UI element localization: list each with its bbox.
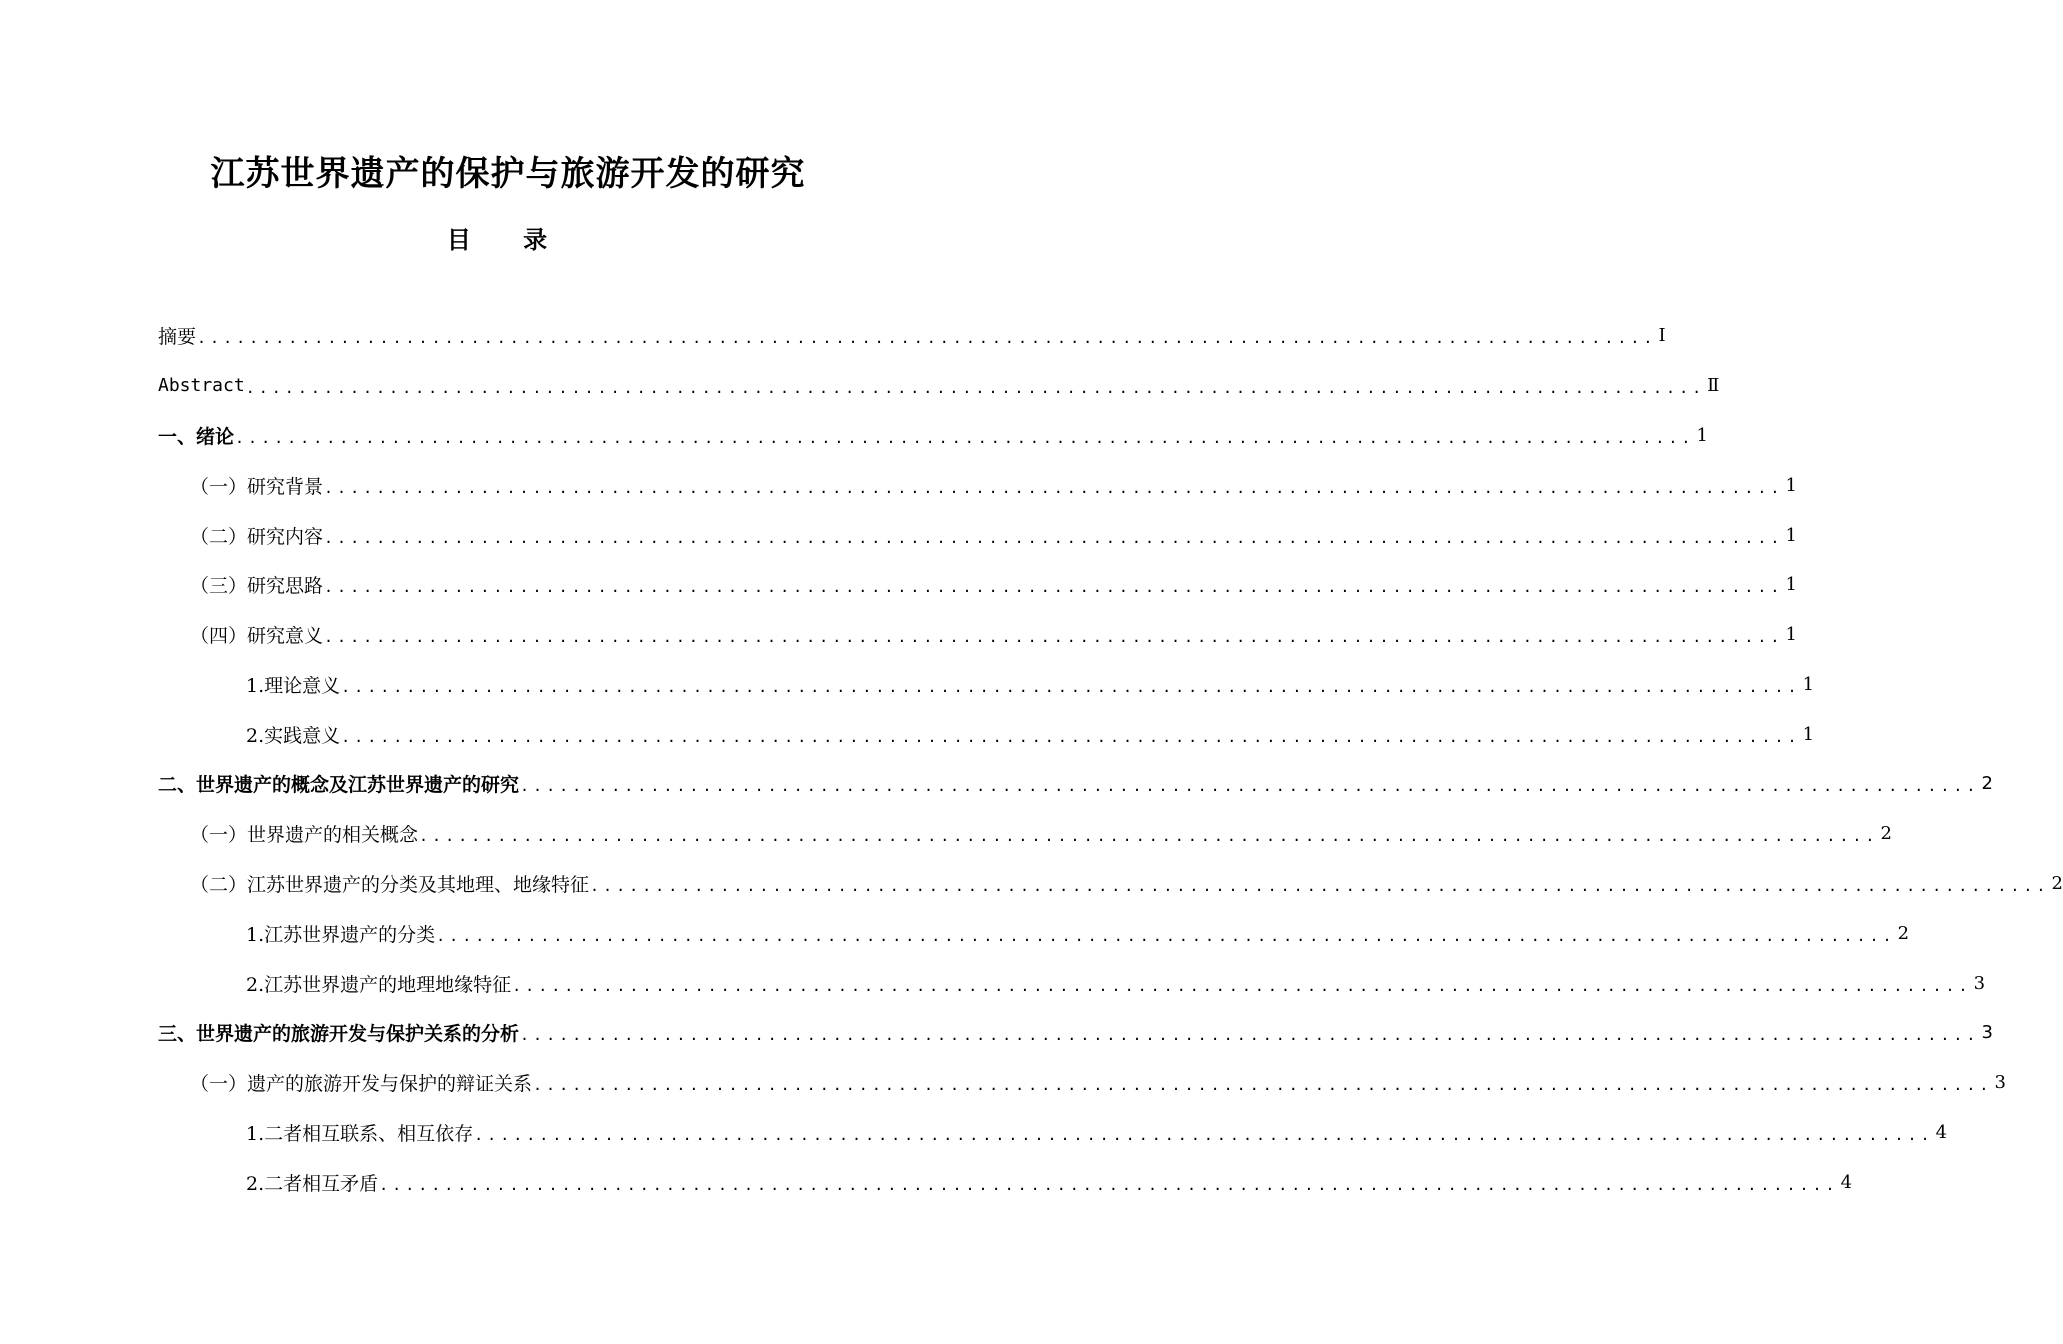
- toc-entry[interactable]: [190, 865, 2063, 901]
- toc-dot-leader: ................................................................................................................: [341, 678, 1801, 696]
- toc-entry-label: 2.实践意义: [246, 724, 341, 747]
- toc-dot-leader: ................................................................................................................: [197, 329, 1657, 347]
- toc-entry-label: （一）遗产的旅游开发与保护的辩证关系: [190, 1072, 533, 1095]
- toc-entry-label: （一）研究背景: [190, 475, 324, 498]
- toc-dot-leader: ................................................................................................................: [324, 628, 1784, 646]
- toc-entry-label: 1.二者相互联系、相互依存: [246, 1122, 474, 1145]
- toc-dot-leader: ................................................................................................................: [419, 827, 1879, 845]
- toc-dot-leader: ................................................................................................................: [235, 429, 1695, 447]
- toc-entry[interactable]: [158, 367, 1720, 403]
- toc-entry[interactable]: [246, 666, 1815, 702]
- toc-entry[interactable]: [190, 616, 1797, 652]
- toc-dot-leader: ................................................................................................................: [324, 578, 1784, 596]
- toc-entry-page: Ⅰ: [1658, 324, 1666, 346]
- toc-entry-page: 2: [1981, 772, 1993, 794]
- toc-entry[interactable]: [158, 417, 1708, 453]
- toc-entry[interactable]: [246, 716, 1815, 752]
- toc-dot-leader: ................................................................................................................: [324, 479, 1784, 497]
- toc-entry[interactable]: [190, 815, 1892, 851]
- toc-entry-page: 3: [1981, 1021, 1993, 1043]
- toc-entry-label: 摘要: [158, 325, 197, 348]
- toc-entry[interactable]: [190, 467, 1797, 503]
- toc-entry[interactable]: [158, 765, 1993, 801]
- toc-dot-leader: ................................................................................................................: [324, 529, 1784, 547]
- toc-entry-page: 2: [1897, 922, 1910, 944]
- toc-entry-page: 1: [1696, 424, 1708, 446]
- toc-entry-page: 1: [1802, 673, 1815, 695]
- toc-entry-page: 1: [1802, 723, 1815, 745]
- toc-entry-page: 1: [1785, 623, 1797, 645]
- toc-entry-label: 2.江苏世界遗产的地理地缘特征: [246, 973, 512, 996]
- toc-entry[interactable]: [246, 1114, 1948, 1150]
- toc-entry-page: 3: [1973, 972, 1986, 994]
- toc-entry[interactable]: [158, 1014, 1993, 1050]
- toc-entry-label: （二）研究内容: [190, 525, 324, 548]
- toc-entry-page: 3: [1994, 1071, 2006, 1093]
- toc-entry-label: 二、世界遗产的概念及江苏世界遗产的研究: [158, 773, 520, 796]
- toc-entry-page: 1: [1785, 474, 1797, 496]
- toc-dot-leader: ................................................................................................................: [379, 1176, 1839, 1194]
- toc-entry-page: 1: [1785, 573, 1797, 595]
- toc-entry-label: （一）世界遗产的相关概念: [190, 823, 419, 846]
- toc-entry-label: （二）江苏世界遗产的分类及其地理、地缘特征: [190, 873, 590, 896]
- toc-dot-leader: ................................................................................................................: [512, 977, 1972, 995]
- toc-entry[interactable]: [246, 1164, 1853, 1200]
- toc-entry-label: Abstract: [158, 374, 245, 396]
- toc-entry-label: 1.江苏世界遗产的分类: [246, 923, 436, 946]
- toc-dot-leader: ................................................................................................................: [520, 777, 1980, 795]
- toc-dot-leader: ................................................................................................................: [590, 877, 2050, 895]
- toc-entry-label: （三）研究思路: [190, 574, 324, 597]
- toc-dot-leader: ................................................................................................................: [533, 1076, 1993, 1094]
- toc-entry-page: 4: [1840, 1171, 1853, 1193]
- toc-dot-leader: ................................................................................................................: [436, 927, 1896, 945]
- toc-entry-page: 2: [2051, 872, 2063, 894]
- toc-entry-label: 三、世界遗产的旅游开发与保护关系的分析: [158, 1022, 520, 1045]
- toc-dot-leader: ................................................................................................................: [245, 379, 1706, 397]
- toc-entry-label: 1.理论意义: [246, 674, 341, 697]
- toc-entry[interactable]: [190, 566, 1797, 602]
- toc-entry[interactable]: [246, 915, 1910, 951]
- toc-entry[interactable]: [246, 965, 1986, 1001]
- toc-entry[interactable]: [190, 1064, 2006, 1100]
- toc-dot-leader: ................................................................................................................: [341, 728, 1801, 746]
- toc-entry-page: 2: [1880, 822, 1892, 844]
- toc-entry-label: 一、绪论: [158, 425, 235, 448]
- toc-entry-page: 1: [1785, 524, 1797, 546]
- document-title: 江苏世界遗产的保护与旅游开发的研究: [210, 154, 806, 194]
- toc-entry-label: （四）研究意义: [190, 624, 324, 647]
- toc-heading: 目 录: [446, 226, 570, 254]
- toc-entry-page: 4: [1935, 1121, 1948, 1143]
- toc-entry-label: 2.二者相互矛盾: [246, 1172, 379, 1195]
- toc-entry[interactable]: [158, 317, 1666, 353]
- toc-entry-page: Ⅱ: [1707, 374, 1720, 396]
- toc-entry[interactable]: [190, 517, 1797, 553]
- toc-dot-leader: ................................................................................................................: [474, 1126, 1934, 1144]
- toc-dot-leader: ................................................................................................................: [520, 1026, 1980, 1044]
